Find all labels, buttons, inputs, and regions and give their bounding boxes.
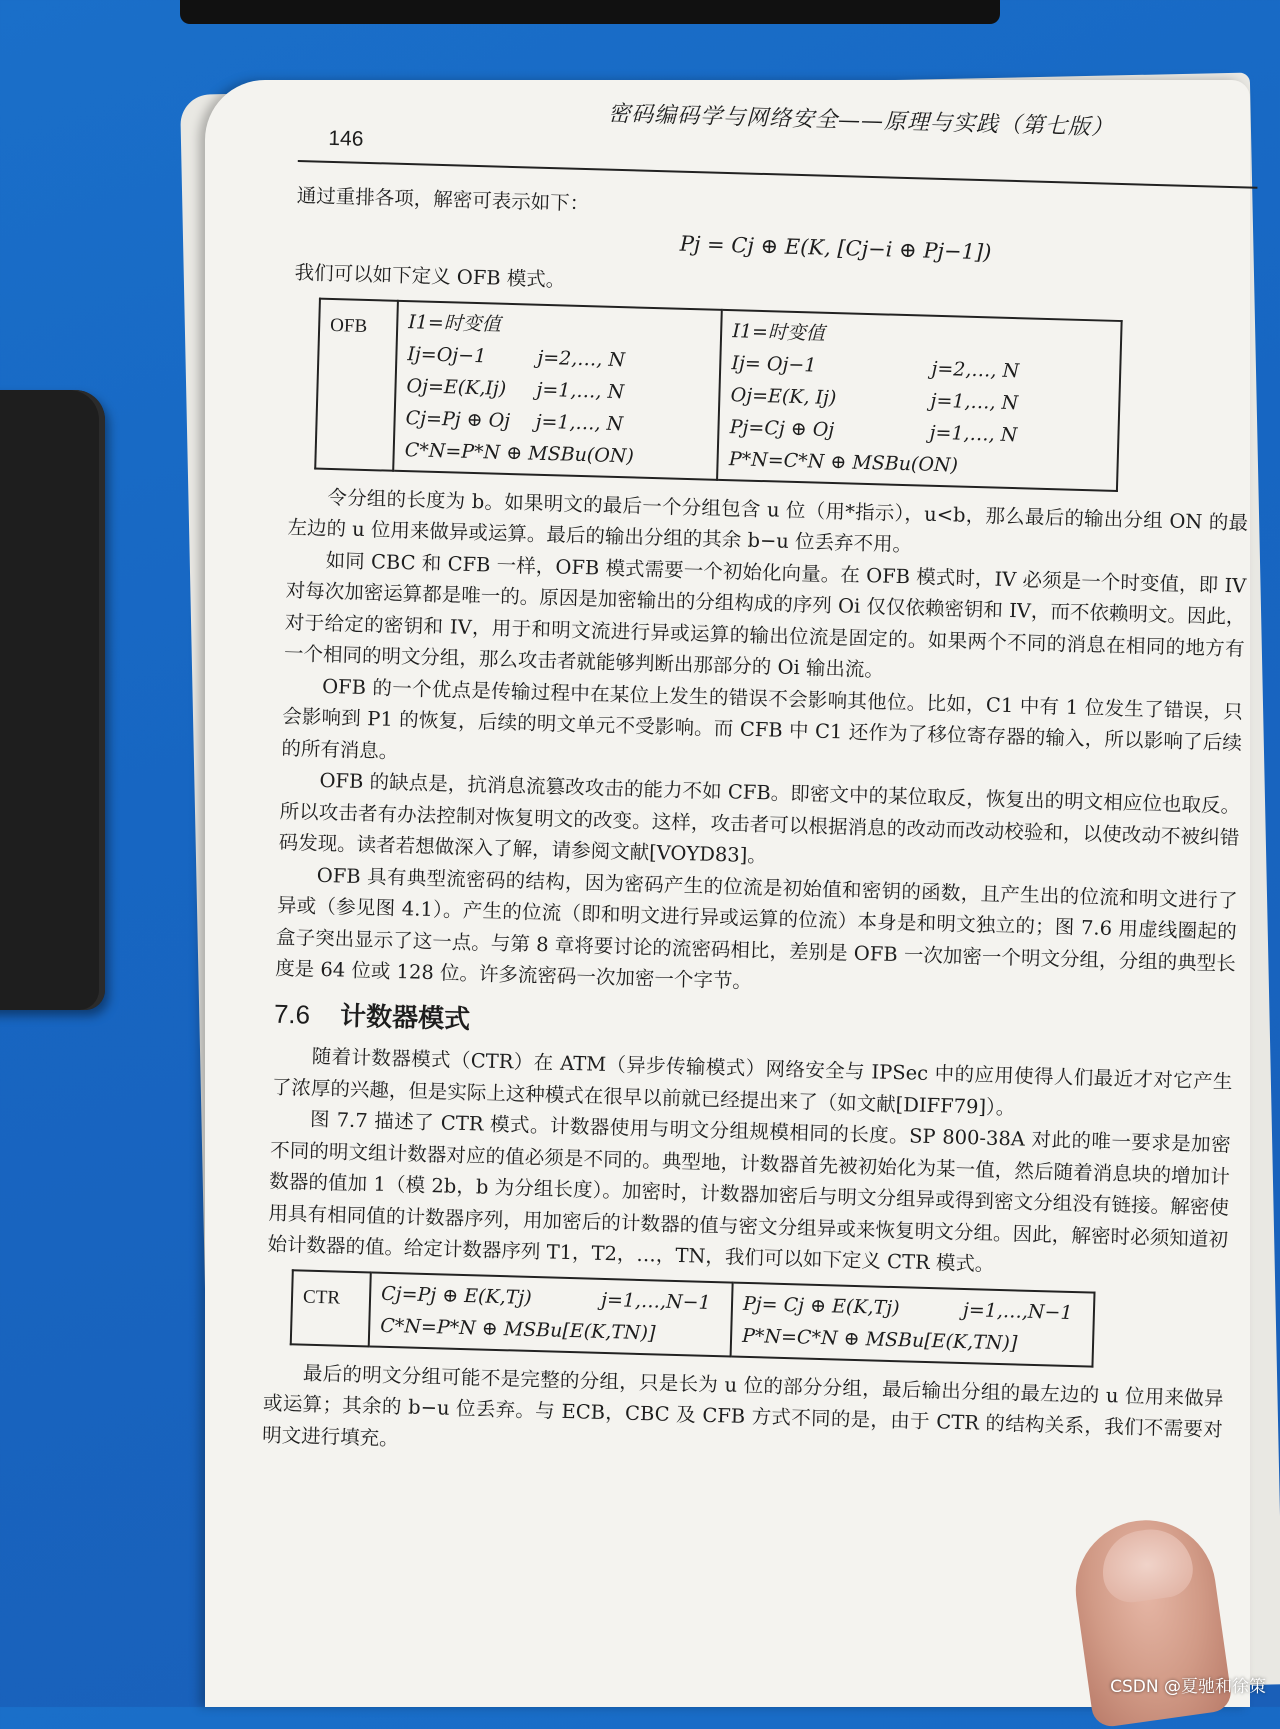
formula-text: Pj= Cj ⊕ E(K,Tj): [742, 1292, 900, 1319]
ctr-decryption-cell: [731, 1282, 1095, 1366]
device-edge: [180, 0, 1000, 24]
ctr-label: CTR: [291, 1270, 371, 1346]
page-number: 146: [328, 126, 364, 151]
formula-range: j=1,…,N−1: [962, 1298, 1073, 1324]
formula-range: j=1,…, N: [930, 389, 1019, 414]
formula-text: Cj=Pj ⊕ Oj: [405, 406, 511, 432]
formula-text: Oj=E(K, Ij): [730, 383, 837, 409]
paragraph: 如同 CBC 和 CFB 一样，OFB 模式需要一个初始化向量。在 OFB 模式时，IV 必须是一个时变值，即 IV 对每次加密运算都是唯一的。原因是加密输出的分组构成的序列 Oi 仅仅依赖密钥和 IV，而不依赖明文。因此，对于给定的密钥和 IV，用于和明文流进行异或运算的输出位流是固定的。如果两个不同的消息在相同的地方有一个相同的明文分组，那么攻击者就能够判断出那部分的 Oi 输出流。: [283, 548, 1247, 682]
paragraph: OFB 的一个优点是传输过程中在某位上发生的错误不会影响其他位。比如，C1 中有 1 位发生了错误，只会影响到 P1 的恢复，后续的明文单元不受影响。而 CFB 中 C1 还作为了移位寄存器的输入，所以影响了后续的所有消息。: [281, 674, 1244, 763]
page-content: [256, 82, 1260, 1688]
paragraph: OFB 具有典型流密码的结构，因为密码产生的位流是初始值和密钥的函数，且产生出的位流和明文进行了异或（参见图 4.1）。产生的位流（即和明文进行异或运算的位流）本身是和明文独立的；图 7.6 用虚线圈起的盒子突出显示了这一点。与第 8 章将要讨论的流密码相比，差别是 OFB 一次加密一个明文分组，分组的典型长度是 64 位或 128 位。许多流密码一次加密一个字节。: [274, 863, 1238, 993]
formula-text: Pj=Cj ⊕ Oj: [729, 415, 835, 441]
formula-text: Ij=Oj−1: [407, 342, 487, 367]
formula-text: P*N=C*N ⊕ MSBu[E(K,TN)]: [741, 1324, 1018, 1355]
ctr-encryption-cell: [369, 1272, 733, 1356]
paragraph: 最后的明文分组可能不是完整的分组，只是长为 u 位的部分分组，最后输出分组的最左边的 u 位用来做异或运算；其余的 b−u 位丢弃。与 ECB，CBC 及 CFB 方式不同的是，由于 CTR 的结构关系，我们不需要对明文进行填充。: [261, 1361, 1224, 1450]
formula-range: j=2,…, N: [537, 346, 626, 371]
formula-text: C*N=P*N ⊕ MSBu[E(K,TN)]: [380, 1314, 656, 1344]
formula-range: j=1,…, N: [929, 421, 1018, 446]
ofb-definition-table: [314, 297, 1122, 491]
paragraph: 令分组的长度为 b。如果明文的最后一个分组包含 u 位（用*指示），u<b，那么最后的输出分组 ON 的最左边的 u 位用来做异或运算。最后的输出分组的其余 b−u 位丢弃不用。: [287, 485, 1249, 557]
ofb-encryption-cell: [393, 300, 722, 479]
section-number: 7.6: [273, 998, 311, 1030]
formula-text: P*N=C*N ⊕ MSBu(ON): [728, 447, 959, 477]
ctr-definition-table: [290, 1269, 1096, 1367]
formula-range: j=1,…, N: [535, 410, 624, 435]
paragraph: 图 7.7 描述了 CTR 模式。计数器使用与明文分组规模相同的长度。SP 800-38A 对此的唯一要求是加密不同的明文组计数器对应的值必须是不同的。典型地，计数器首先被初始化为某一值，然后随着消息块的增加计数器的值加 1（模 2b，b 为分组长度）。加密时，计数器加密后与明文分组异或得到密文分组没有链接。解密使用具有相同值的计数器序列，用加密后的计数器的值与密文分组异或来恢复明文分组。因此，解密时必须知道初始计数器的值。给定计数器序列 T1，T2，…，TN，我们可以如下定义 CTR 模式。: [267, 1107, 1232, 1276]
formula-text: I1=时变值: [732, 319, 826, 345]
formula-text: Oj=E(K,Ij): [406, 374, 507, 400]
intro-line: 通过重排各项，解密可表示如下：: [296, 183, 590, 216]
formula-text: Ij= Oj−1: [731, 351, 817, 377]
define-ofb-line: 我们可以如下定义 OFB 模式。: [294, 260, 566, 292]
formula-range: j=1,…, N: [536, 378, 625, 403]
running-title: 密码编码学与网络安全——原理与实践（第七版）: [607, 101, 1115, 141]
formula-text: Cj=Pj ⊕ E(K,Tj): [380, 1282, 532, 1309]
formula-text: I1=时变值: [408, 310, 502, 336]
decryption-formula: Pj = Cj ⊕ E(K, [Cj−i ⊕ Pj−1]): [679, 231, 992, 264]
black-notebook: [0, 390, 105, 1010]
ofb-label: OFB: [315, 298, 398, 470]
formula-text: C*N=P*N ⊕ MSBu(ON): [404, 438, 635, 467]
csdn-watermark: CSDN @夏驰和徐策: [1110, 1677, 1266, 1697]
formula-range: j=1,…,N−1: [600, 1288, 712, 1314]
section-title: 计数器模式: [339, 999, 471, 1034]
paragraph: 随着计数器模式（CTR）在 ATM（异步传输模式）网络安全与 IPSec 中的应用使得人们最近才对它产生了浓厚的兴趣，但是实际上这种模式在很早以前就已经提出来了（如文献[DIFF79]）。: [271, 1044, 1233, 1119]
paragraph: OFB 的缺点是，抗消息流篡改攻击的能力不如 CFB。即密文中的某位取反，恢复出的明文相应位也取反。所以攻击者有办法控制对恢复明文的改变。这样，攻击者可以根据消息的改动而改动校验和，以使改动不被纠错码发现。读者若想做深入了解，请参阅文献[VOYD83]。: [278, 768, 1241, 868]
formula-range: j=2,…, N: [931, 357, 1020, 382]
ofb-decryption-cell: [717, 309, 1121, 490]
